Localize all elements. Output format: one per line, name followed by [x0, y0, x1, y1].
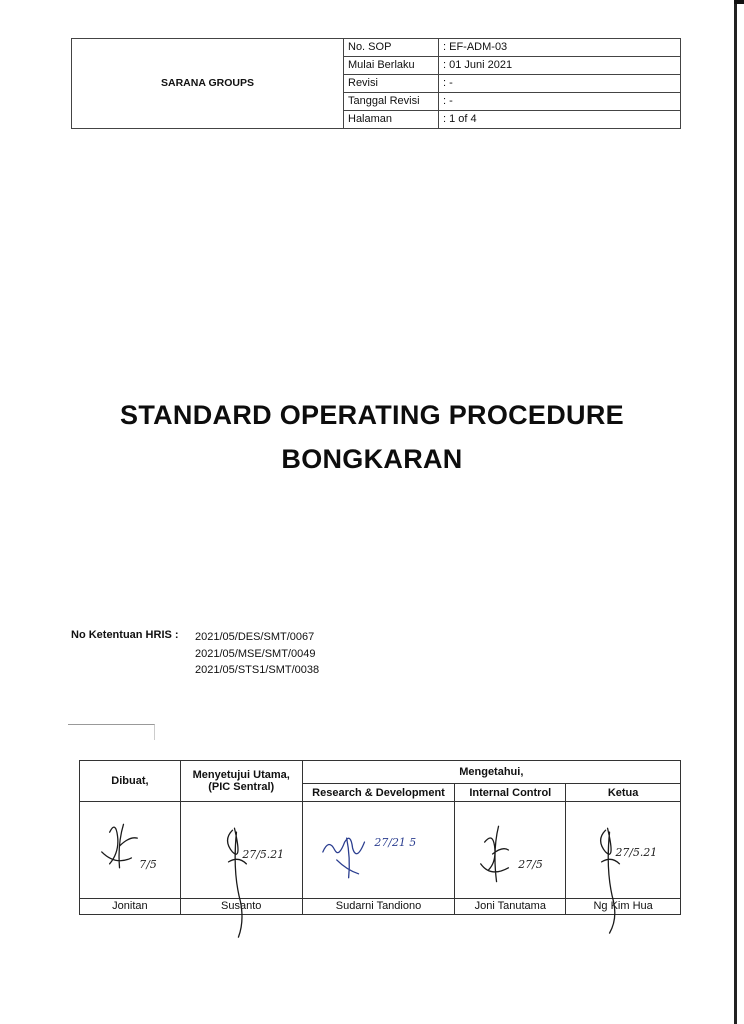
- faint-stamp-box: [68, 724, 155, 740]
- signature-cell-joni: [455, 802, 566, 899]
- header-value-tanggal-revisi: : -: [439, 93, 681, 111]
- header-value-mulai-berlaku: : 01 Juni 2021: [439, 57, 681, 75]
- signature-mark-sudarni: 27/21 5: [374, 836, 416, 850]
- signature-mark-ng-kim-hua: 27/5.21: [615, 845, 658, 859]
- document-subtitle: BONGKARAN: [281, 444, 463, 474]
- name-jonitan: Jonitan: [80, 899, 181, 915]
- header-label-halaman: Halaman: [344, 111, 439, 129]
- hris-item: 2021/05/MSE/SMT/0049: [195, 647, 316, 660]
- menyetujui-line1: Menyetujui Utama,: [192, 769, 290, 781]
- approval-role-ketua: Ketua: [566, 784, 681, 802]
- signature-mark-susanto: 27/5.21: [242, 847, 284, 861]
- approval-mengetahui: Mengetahui,: [302, 761, 680, 784]
- name-susanto: Susanto: [180, 899, 302, 915]
- signature-mark-jonitan: 7/5: [139, 857, 157, 871]
- signature-joni: [455, 802, 565, 898]
- signature-mark-joni: 27/5: [518, 857, 544, 871]
- name-sudarni-tandiono: Sudarni Tandiono: [302, 899, 455, 915]
- hris-label: No Ketentuan HRIS :: [71, 629, 179, 641]
- name-ng-kim-hua: Ng Kim Hua: [566, 899, 681, 915]
- document-title: STANDARD OPERATING PROCEDURE: [120, 400, 624, 430]
- menyetujui-line2: (PIC Sentral): [208, 781, 275, 793]
- hris-list: [195, 629, 319, 679]
- scan-edge-corner: [734, 0, 744, 4]
- signature-cell-sudarni: [302, 802, 455, 899]
- approval-dibuat: Dibuat,: [80, 761, 181, 802]
- header-label-mulai-berlaku: Mulai Berlaku: [344, 57, 439, 75]
- sop-header-table: [71, 38, 681, 129]
- approval-table: [79, 760, 681, 915]
- header-value-revisi: : -: [439, 75, 681, 93]
- signature-cell-susanto: [180, 802, 302, 899]
- hris-item: 2021/05/STS1/SMT/0038: [195, 664, 320, 676]
- signature-sudarni: [303, 802, 455, 898]
- signature-ng-kim-hua: [566, 802, 680, 898]
- signature-susanto: [181, 802, 302, 898]
- header-label-no-sop: No. SOP: [344, 39, 439, 57]
- company-name: SARANA GROUPS: [72, 39, 344, 129]
- header-value-no-sop: : EF-ADM-03: [439, 39, 681, 57]
- approval-role-internal-control: Internal Control: [455, 784, 566, 802]
- signature-cell-ng-kim-hua: [566, 802, 681, 899]
- approval-menyetujui: [180, 761, 302, 802]
- name-joni-tanutama: Joni Tanutama: [455, 899, 566, 915]
- hris-item: 2021/05/DES/SMT/0067: [195, 631, 315, 643]
- header-label-revisi: Revisi: [344, 75, 439, 93]
- header-label-tanggal-revisi: Tanggal Revisi: [344, 93, 439, 111]
- signature-cell-jonitan: [80, 802, 181, 899]
- scan-edge-shadow: [734, 0, 737, 1024]
- approval-role-rnd: Research & Development: [302, 784, 455, 802]
- header-value-halaman: : 1 of 4: [439, 111, 681, 129]
- signature-jonitan: [80, 802, 180, 898]
